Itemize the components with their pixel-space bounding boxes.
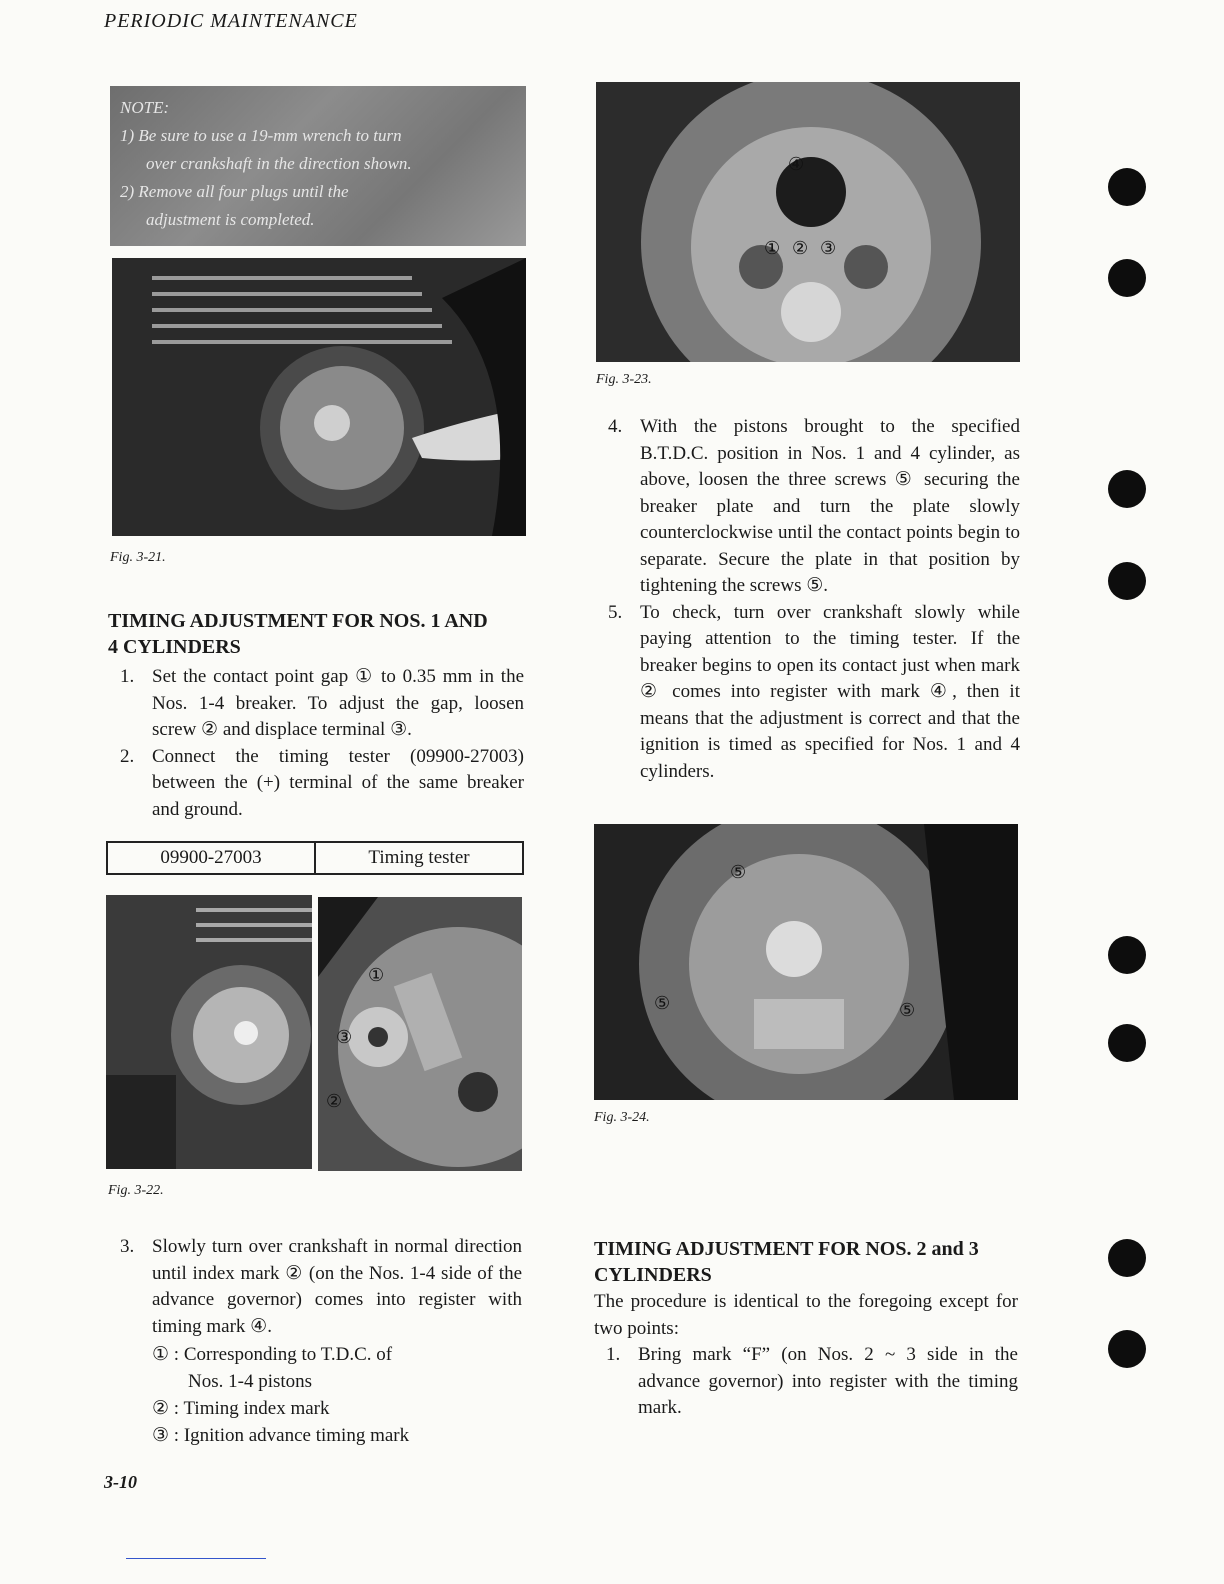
photo-label: ③ xyxy=(336,1027,353,1048)
legend-mark: ③ xyxy=(152,1425,170,1446)
section2-heading xyxy=(594,1236,1024,1288)
engine-photo-fig22-left xyxy=(106,895,312,1169)
binder-hole-dot xyxy=(1108,470,1146,508)
note-line-4: adjustment is completed. xyxy=(146,210,315,229)
binder-hole-dot xyxy=(1108,562,1146,600)
step-text: Set the contact point gap ① to 0.35 mm in the Nos. 1-4 breaker. To adjust the gap, loosen screw ② and displace terminal ③. xyxy=(152,666,524,740)
note-box xyxy=(110,86,526,246)
legend-mark: ① xyxy=(152,1344,170,1365)
list-item xyxy=(108,744,524,824)
step-text: Connect the timing tester (09900-27003) between the (+) terminal of the same breaker and ground. xyxy=(152,745,524,820)
photo-label: ② xyxy=(326,1091,343,1112)
legend-item-continued: Nos. 1-4 pistons xyxy=(188,1371,313,1392)
legend-item: ② : Timing index mark xyxy=(152,1398,330,1419)
binder-hole-dot xyxy=(1108,936,1146,974)
binder-hole-dot xyxy=(1108,1239,1146,1277)
legend-text: Ignition advance timing mark xyxy=(183,1425,410,1446)
binder-hole-dot xyxy=(1108,168,1146,206)
divider xyxy=(126,1558,266,1559)
breaker-photo-fig24 xyxy=(594,824,1018,1100)
photo-label: ③ xyxy=(820,238,837,259)
section1-steps xyxy=(108,664,524,823)
note-line-2: over crankshaft in the direction shown. xyxy=(146,154,412,173)
list-item xyxy=(108,1234,522,1340)
caption-fig24: Fig. 3-24. xyxy=(594,1110,650,1125)
step-number: 1. xyxy=(120,666,135,687)
tool-name: Timing tester xyxy=(315,842,523,874)
list-item xyxy=(596,600,1020,786)
note-title: NOTE: xyxy=(120,98,170,117)
binder-hole-dot xyxy=(1108,1330,1146,1368)
section1-heading-line2: 4 CYLINDERS xyxy=(108,636,241,658)
breaker-photo-fig23 xyxy=(596,82,1020,362)
page-number: 3-10 xyxy=(104,1472,137,1492)
photo-label: ① xyxy=(764,238,781,259)
step-number: 4. xyxy=(608,416,623,437)
step-number: 3. xyxy=(120,1236,135,1257)
step-text: Bring mark “F” (on Nos. 2 ~ 3 side in the advance governor) into register with the timing mark. xyxy=(638,1344,1018,1418)
section2-heading-line2: CYLINDERS xyxy=(594,1264,712,1286)
binder-hole-dot xyxy=(1108,1024,1146,1062)
legend-text: Corresponding to T.D.C. of xyxy=(183,1344,393,1365)
photo-label: ⑤ xyxy=(654,993,671,1014)
engine-photo-fig21 xyxy=(112,258,526,536)
photo-label: ② xyxy=(792,238,809,259)
page-header: PERIODIC MAINTENANCE xyxy=(104,10,358,32)
legend-mark: ② xyxy=(152,1398,170,1419)
legend-item: ① : Corresponding to T.D.C. of xyxy=(152,1344,393,1365)
list-item xyxy=(596,414,1020,600)
list-item xyxy=(108,664,524,744)
right-steps xyxy=(596,414,1020,785)
photo-label: ⑤ xyxy=(899,1000,916,1021)
tool-part-number: 09900-27003 xyxy=(107,842,315,874)
step-number: 2. xyxy=(120,745,135,767)
section2-intro: The procedure is identical to the foregoing except for two points: xyxy=(594,1291,1018,1339)
section2-body xyxy=(594,1289,1018,1422)
binder-hole-dot xyxy=(1108,259,1146,297)
caption-fig21: Fig. 3-21. xyxy=(110,550,166,565)
step3 xyxy=(108,1234,522,1340)
section2-heading-line1: TIMING ADJUSTMENT FOR NOS. 2 and 3 xyxy=(594,1238,979,1260)
legend-item: ③ : Ignition advance timing mark xyxy=(152,1425,410,1446)
tool-table xyxy=(106,841,524,875)
caption-fig22: Fig. 3-22. xyxy=(108,1183,164,1198)
step-text: To check, turn over crankshaft slowly while paying attention to the timing tester. If the breaker begins to open its contact just when mark ② comes into register with mark ④, then it means that the adjustment is correct and that the ignition is timed as specified for Nos. 1 and 4 cylinders. xyxy=(640,601,1020,782)
table-row xyxy=(107,842,523,874)
section1-heading-line1: TIMING ADJUSTMENT FOR NOS. 1 AND xyxy=(108,610,488,632)
photo-label: ⑤ xyxy=(730,862,747,883)
photo-label: ① xyxy=(368,965,385,986)
list-item xyxy=(594,1342,1018,1422)
step-number: 5. xyxy=(608,601,623,623)
photo-label: ④ xyxy=(788,154,805,175)
step-number: 1. xyxy=(606,1344,621,1365)
step-text: Slowly turn over crankshaft in normal direction until index mark ② (on the Nos. 1-4 side of the advance governor) comes into register with timing mark ④. xyxy=(152,1236,522,1337)
mark-legend xyxy=(152,1341,532,1449)
caption-fig23: Fig. 3-23. xyxy=(596,372,652,387)
section1-heading xyxy=(108,608,528,660)
legend-text: Timing index mark xyxy=(183,1398,330,1419)
step-text: With the pistons brought to the specified B.T.D.C. position in Nos. 1 and 4 cylinder, as above, loosen the three screws ⑤ securing the breaker plate and turn the plate slowly counterclockwise until the contact points begin to separate. Secure the plate in that position by tightening the screws ⑤. xyxy=(640,416,1020,596)
note-line-1: 1) Be sure to use a 19-mm wrench to turn xyxy=(120,126,402,145)
breaker-photo-fig22-right xyxy=(318,897,522,1171)
note-line-3: 2) Remove all four plugs until the xyxy=(120,182,349,201)
